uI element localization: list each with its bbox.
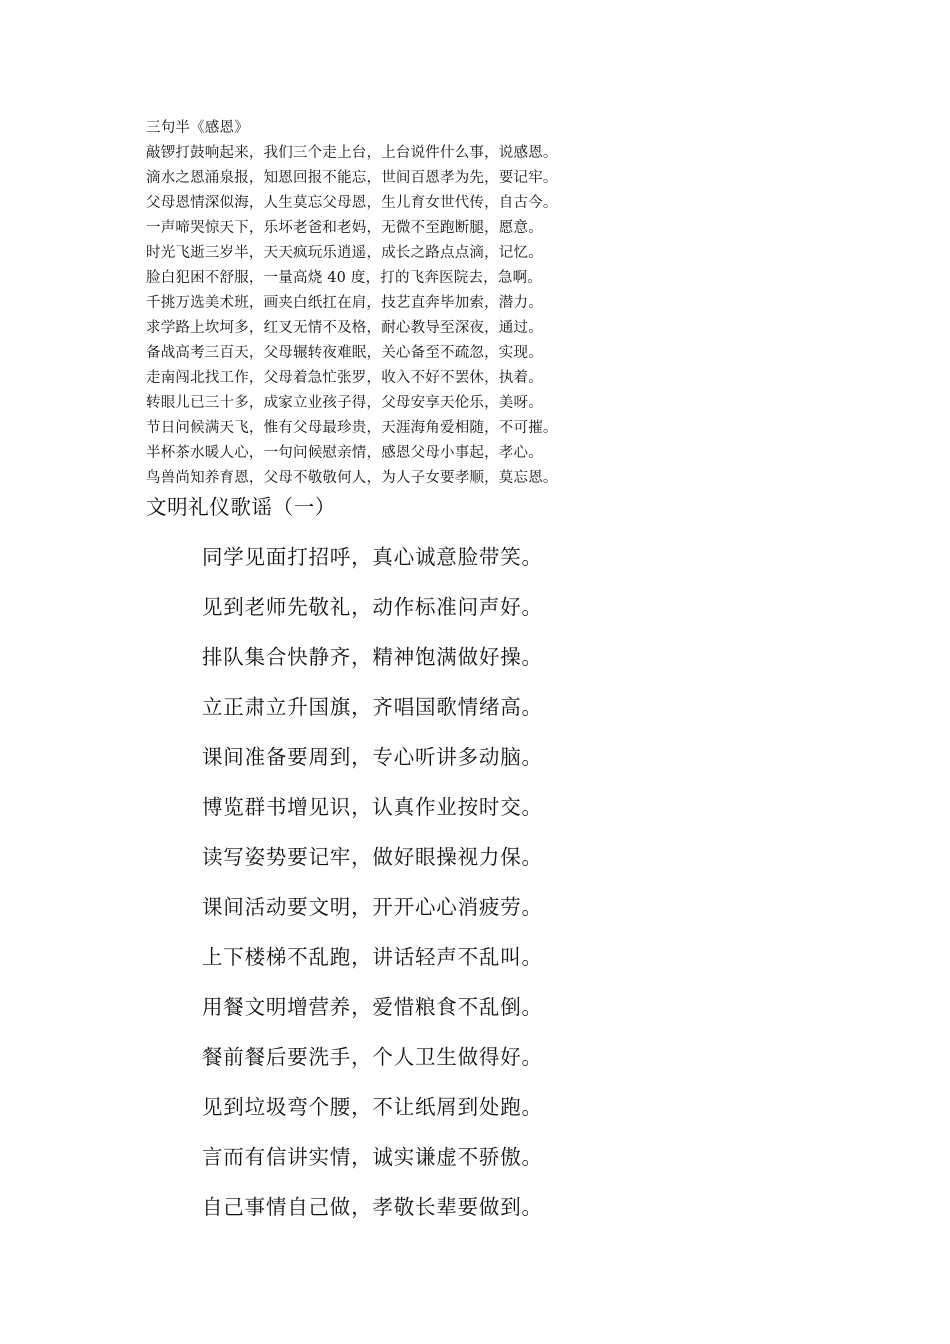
poem-line: 时光飞逝三岁半，天天疯玩乐逍遥，成长之路点点滴，记忆。 <box>146 245 543 261</box>
etiquette-song-title: 文明礼仪歌谣（一） <box>146 495 336 519</box>
gratitude-poem-section <box>146 116 866 491</box>
poem-line: 千挑万选美术班，画夹白纸扛在肩，技艺直奔毕加索，潜力。 <box>146 295 543 311</box>
song-line: 餐前餐后要洗手，个人卫生做得好。 <box>202 1045 543 1069</box>
song-line: 课间活动要文明，开开心心消疲劳。 <box>202 895 543 919</box>
poem-line: 鸟兽尚知养育恩，父母不敬敬何人，为人子女要孝顺，莫忘恩。 <box>146 470 558 486</box>
song-line: 见到垃圾弯个腰，不让纸屑到处跑。 <box>202 1095 543 1119</box>
poem-line: 敲锣打鼓响起来，我们三个走上台，上台说件什么事，说感恩。 <box>146 145 558 161</box>
poem-line: 半杯茶水暖人心，一句问候慰亲情，感恩父母小事起，孝心。 <box>146 445 543 461</box>
poem-line: 节日问候满天飞，惟有父母最珍贵，天涯海角爱相随，不可摧。 <box>146 420 558 436</box>
gratitude-poem-title: 三句半《感恩》 <box>146 120 249 136</box>
song-line: 排队集合快静齐，精神饱满做好操。 <box>202 645 543 669</box>
song-line: 自己事情自己做，孝敬长辈要做到。 <box>202 1195 543 1219</box>
etiquette-song-section <box>202 542 882 1242</box>
poem-line: 一声啼哭惊天下，乐坏老爸和老妈，无微不至跑断腿，愿意。 <box>146 220 543 236</box>
song-line: 上下楼梯不乱跑，讲话轻声不乱叫。 <box>202 945 543 969</box>
song-line: 读写姿势要记牢，做好眼操视力保。 <box>202 845 543 869</box>
poem-line: 脸白犯困不舒服，一量高烧 40 度，打的飞奔医院去，急啊。 <box>146 270 542 286</box>
poem-line: 转眼儿已三十多，成家立业孩子得，父母安享天伦乐，美呀。 <box>146 395 543 411</box>
song-line: 用餐文明增营养，爱惜粮食不乱倒。 <box>202 995 543 1019</box>
poem-line: 滴水之恩涌泉报，知恩回报不能忘，世间百恩孝为先，要记牢。 <box>146 170 558 186</box>
song-line: 课间准备要周到，专心听讲多动脑。 <box>202 745 543 769</box>
poem-line: 走南闯北找工作，父母着急忙张罗，收入不好不罢休，执着。 <box>146 370 543 386</box>
song-line: 言而有信讲实情，诚实谦虚不骄傲。 <box>202 1145 543 1169</box>
song-line: 同学见面打招呼，真心诚意脸带笑。 <box>202 545 543 569</box>
song-line: 博览群书增见识，认真作业按时交。 <box>202 795 543 819</box>
song-line: 见到老师先敬礼，动作标准问声好。 <box>202 595 543 619</box>
poem-line: 备战高考三百天，父母辗转夜难眠，关心备至不疏忽，实现。 <box>146 345 543 361</box>
poem-line: 父母恩情深似海，人生莫忘父母恩，生儿育女世代传，自古今。 <box>146 195 558 211</box>
poem-line: 求学路上坎坷多，红叉无情不及格，耐心教导至深夜，通过。 <box>146 320 543 336</box>
song-line: 立正肃立升国旗，齐唱国歌情绪高。 <box>202 695 543 719</box>
